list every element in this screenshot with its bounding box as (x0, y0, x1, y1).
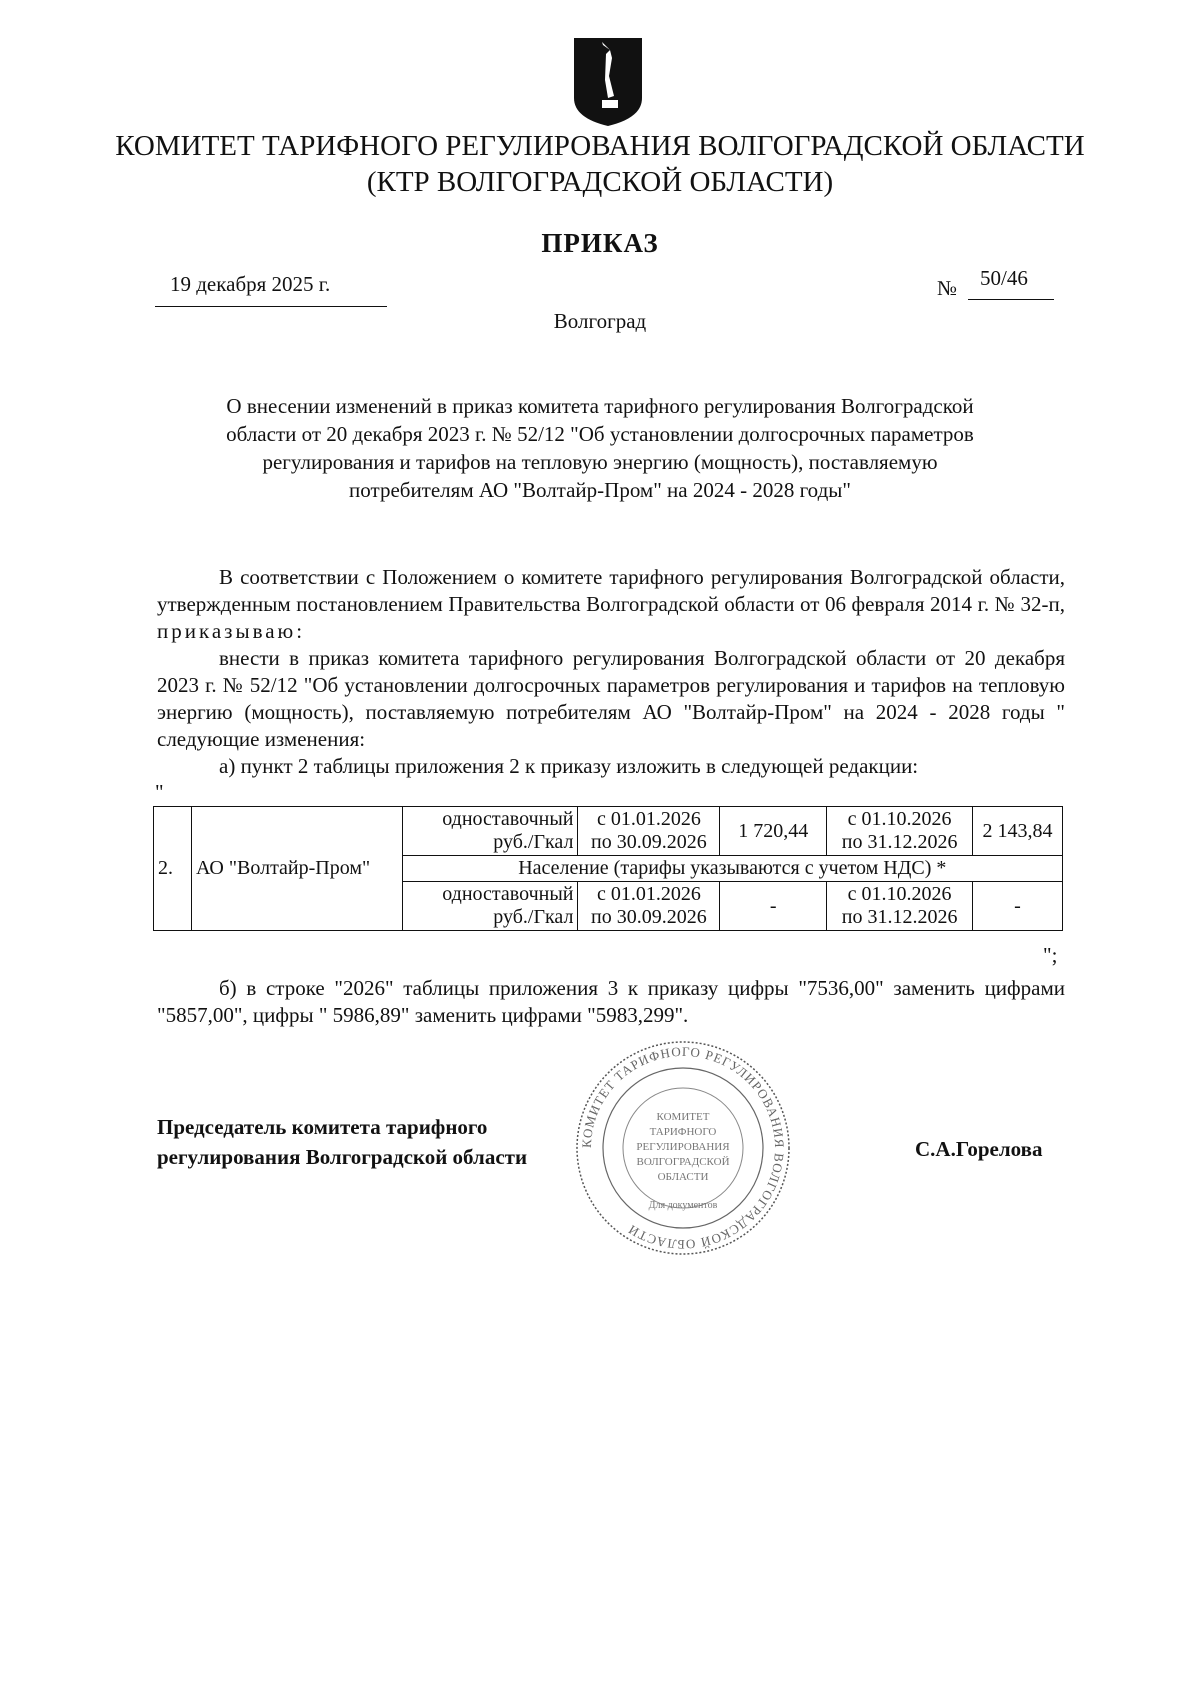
period-from: с 01.10.2026 (847, 808, 952, 830)
period2-value: - (973, 882, 1063, 931)
preamble-paragraph (157, 564, 1065, 645)
tariff-type-cell (402, 807, 578, 856)
position-line: регулирования Волгоградской области (157, 1145, 528, 1169)
position-line: Председатель комитета тарифного (157, 1115, 488, 1139)
row-number: 2. (154, 807, 192, 931)
organization-cell: АО "Волтайр-Пром" (191, 807, 402, 931)
period-from: с 01.01.2026 (596, 883, 701, 905)
tariff-type: одноставочный (442, 883, 574, 905)
stamp-bottom-text: Для документов (648, 1200, 718, 1211)
period-to: по 30.09.2026 (591, 906, 707, 928)
subject-line: области от 20 декабря 2023 г. № 52/12 "Об установлении долгосрочных параметров (226, 422, 974, 446)
amendment-paragraph: внести в приказ комитета тарифного регулирования Волгоградской области от 20 декабря 2023 г. № 52/12 "Об установлении долгосрочных параметров регулирования и тарифов на тепловую энергию (мощность), поставляемую потребителям АО "Волтайр-Пром" на 2024 - 2028 годы " следующие изменения: (157, 646, 1065, 751)
city: Волгоград (553, 309, 647, 333)
closing-quote: "; (1043, 943, 1058, 967)
period1-cell (578, 807, 720, 856)
organization-name: КОМИТЕТ ТАРИФНОГО РЕГУЛИРОВАНИЯ ВОЛГОГРАДСКОЙ ОБЛАСТИ (115, 130, 1085, 162)
organization-short-name: (КТР ВОЛГОГРАДСКОЙ ОБЛАСТИ) (366, 166, 834, 198)
period1-value: 1 720,44 (720, 807, 827, 856)
subject-line: О внесении изменений в приказ комитета тарифного регулирования Волгоградской (226, 394, 974, 418)
period-from: с 01.01.2026 (596, 808, 701, 830)
period-to: по 31.12.2026 (841, 831, 958, 853)
item-b-paragraph: б) в строке "2026" таблицы приложения 3 к приказу цифры "7536,00" заменить цифрами "5857,00", цифры " 5986,89" заменить цифрами "5983,299". (157, 976, 1065, 1027)
item-a-paragraph: а) пункт 2 таблицы приложения 2 к приказу изложить в следующей редакции: (219, 754, 919, 778)
tariff-type: одноставочный (442, 808, 574, 830)
period1-cell (578, 882, 720, 931)
volgograd-coat-of-arms-icon (572, 36, 644, 128)
order-verb: приказываю: (157, 619, 306, 643)
tariff-type-cell (402, 882, 578, 931)
signatory-position (157, 1112, 527, 1172)
period-to: по 31.12.2026 (841, 906, 958, 928)
order-date: 19 декабря 2025 г. (170, 272, 331, 296)
period2-cell (827, 807, 973, 856)
stamp-center-text: КОМИТЕТ ТАРИФНОГО РЕГУЛИРОВАНИЯ ВОЛГОГРАДСКОЙ ОБЛАСТИ (636, 1111, 730, 1183)
subject-line: потребителям АО "Волтайр-Пром" на 2024 - 2028 годы" (349, 478, 851, 502)
tariff-unit: руб./Гкал (493, 831, 574, 853)
period-to: по 30.09.2026 (591, 831, 707, 853)
number-underline (968, 299, 1054, 300)
subject-line: регулирования и тарифов на тепловую энергию (мощность), поставляемую (262, 450, 938, 474)
tariff-unit: руб./Гкал (493, 906, 574, 928)
period2-value: 2 143,84 (973, 807, 1063, 856)
table-row (154, 807, 1063, 856)
number-label: № (937, 276, 958, 300)
opening-quote: " (155, 780, 164, 804)
document-type: ПРИКАЗ (541, 228, 659, 258)
population-header: Население (тарифы указываются с учетом НДС) * (402, 856, 1062, 882)
preamble-text: В соответствии с Положением о комитете тарифного регулирования Волгоградской области, утвержденным постановлением Правительства Волгоградской области от 06 февраля 2014 г. № 32-п, (157, 565, 1065, 616)
period2-cell (827, 882, 973, 931)
order-number: 50/46 (980, 266, 1028, 290)
tariff-table (153, 806, 1063, 931)
period1-value: - (720, 882, 827, 931)
date-underline (155, 306, 387, 307)
stamp-outer-text: КОМИТЕТ ТАРИФНОГО РЕГУЛИРОВАНИЯ ВОЛГОГРАДСКОЙ ОБЛАСТИ (578, 1043, 788, 1253)
signatory-name: С.А.Горелова (915, 1137, 1043, 1161)
order-subject (160, 392, 1040, 504)
official-stamp-icon (573, 1038, 793, 1258)
period-from: с 01.10.2026 (847, 883, 952, 905)
